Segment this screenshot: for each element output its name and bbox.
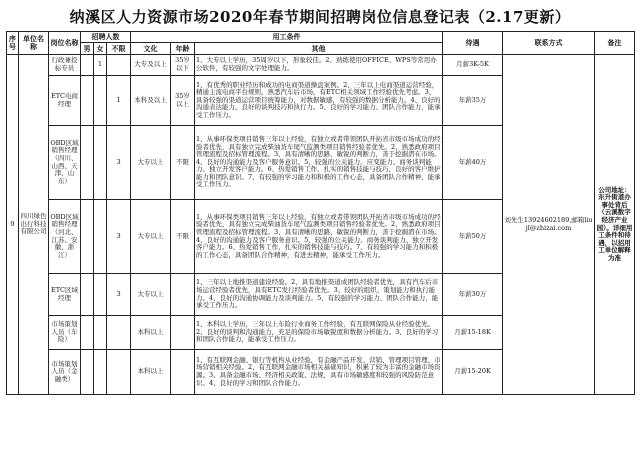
seq-cell: 9 xyxy=(7,55,19,395)
header-conditions: 用工条件 xyxy=(131,32,443,43)
position-cell: ETC电商经理 xyxy=(49,76,81,126)
male-cell xyxy=(81,55,94,76)
female-cell xyxy=(94,200,107,274)
female-cell xyxy=(94,126,107,200)
male-cell xyxy=(81,316,94,350)
header-education: 文化 xyxy=(131,43,171,55)
unlimited-cell: 3 xyxy=(107,274,131,316)
header-female: 女 xyxy=(94,43,107,55)
other-cell: 1、三年以上地推渠道建设经验。2、具有地推渠道成团队经验者优先，具有汽车后市场运营经验者优先，具有ETC发行经验者优先。3、较好的组织、策划能力和执行能力。4、良好的沟通协调能力及谈判能力。5、有较强的学习能力、团队合作能力，能承受工作压力。 xyxy=(195,274,443,316)
other-cell: 1、大专以上学历，35周岁以下，形象较佳。2、熟练使用OFFICE、WPS等常用办公软件，有较强的文字处理能力。 xyxy=(195,55,443,76)
position-cell: OBD区域销售经理（四川、山西、天津、山东） xyxy=(49,126,81,200)
header-male: 男 xyxy=(81,43,94,55)
salary-cell: 年薪30万 xyxy=(443,274,503,316)
male-cell xyxy=(81,126,94,200)
contact-cell: 刘先生13924602189,邮箱liujl@zhizai.com xyxy=(503,55,595,395)
age-cell xyxy=(171,274,195,316)
female-cell xyxy=(94,316,107,350)
other-cell: 1、有互联网金融、银行等机构从业经验，有金融产品开发、营销、管理项目管理、市场营销相关经验。2、有互联网金融市场相关基础知识，积累了较为丰富的金融市场资源。3、具备金融市场、经济相关政策、法规，具有市场敏感度和较强的风险防范意识。4、良好的学习和团队合作能力。 xyxy=(195,350,443,395)
age-cell: 不限 xyxy=(171,126,195,200)
page-title: 纳溪区人力资源市场2020年春节期间招聘岗位信息登记表（2.17更新） xyxy=(69,8,571,26)
header-recruit-count: 招聘人数 xyxy=(81,32,131,43)
salary-cell: 月薪15-20K xyxy=(443,350,503,395)
education-cell: 本科及以上 xyxy=(131,76,171,126)
header-unit: 单位名称 xyxy=(19,32,49,55)
education-cell: 大专以上 xyxy=(131,126,171,200)
header-age: 年龄 xyxy=(171,43,195,55)
salary-cell: 月薪3K-5K xyxy=(443,55,503,76)
male-cell xyxy=(81,350,94,395)
male-cell xyxy=(81,76,94,126)
female-cell xyxy=(94,350,107,395)
unlimited-cell: 1 xyxy=(107,76,131,126)
position-cell: 市场策划人员（金融类） xyxy=(49,350,81,395)
age-cell xyxy=(171,350,195,395)
salary-cell: 月薪15-18K xyxy=(443,316,503,350)
female-cell xyxy=(94,76,107,126)
education-cell: 本科以上 xyxy=(131,350,171,395)
education-cell: 大专以上 xyxy=(131,200,171,274)
header-remarks: 备注 xyxy=(595,32,635,55)
position-cell: 行政兼投标专员 xyxy=(49,55,81,76)
male-cell xyxy=(81,200,94,274)
position-cell: OBD区域销售经理（河北、江苏、安徽、浙江） xyxy=(49,200,81,274)
unlimited-cell: 3 xyxy=(107,200,131,274)
header-unlimited: 不限 xyxy=(107,43,131,55)
age-cell: 35岁以下 xyxy=(171,55,195,76)
age-cell xyxy=(171,316,195,350)
salary-cell: 年薪40万 xyxy=(443,126,503,200)
other-cell: 1、本科以上学历，三年以上车险行业商务工作经验，有互联网保险从业经验优先。2、良好的谈判和沟通能力，充足的保险市场敏锐度和数据分析能力。3、良好的学习和团队合作能力，能承受工作压力。 xyxy=(195,316,443,350)
other-cell: 1、有优秀的职业经历和成功的电商渠道操盘案例。2、三年以上电商渠道运营经验，精通主流电商平台规则，熟悉汽车后市场，有ETC相关领域工作经验优先考虑。3、具备较强的渠道运营项目统筹能力，对数据敏感，有较强的数据分析能力。4、良好的沟通表达能力，良好的谈判技巧和执行力。5、良好的学习能力、团队合作能力，能承受工作压力。 xyxy=(195,76,443,126)
age-cell: 35岁以上 xyxy=(171,76,195,126)
header-contact: 联系方式 xyxy=(503,32,595,55)
female-cell: 1 xyxy=(94,55,107,76)
table-row xyxy=(7,55,635,76)
education-cell: 大专以上 xyxy=(131,274,171,316)
education-cell: 本科以上 xyxy=(131,316,171,350)
header-salary: 待遇 xyxy=(443,32,503,55)
unlimited-cell: 3 xyxy=(107,126,131,200)
unlimited-cell xyxy=(107,350,131,395)
education-cell: 大专及以上 xyxy=(131,55,171,76)
header-seq: 序号 xyxy=(7,32,19,55)
unlimited-cell xyxy=(107,55,131,76)
unit-cell: 四川绿色出行科技有限公司 xyxy=(19,55,49,395)
other-cell: 1、从事环保类项目销售三年以上经验，有独立或者带领团队开拓省市级市场成功的经验者优先，具有独立完成柴油货车尾气监测类项目销售经验者优先。2、熟悉政府项目管理流程及招标管理流程。3、具有清晰的思路、敏锐的判断力，善于挖掘潜在市场。4、良好的沟通能力及客户服务意识。5、较强的公关能力、商务谈判能力、独立开发客户能力。6、热爱销售工作，扎实的销售技能与技巧。7、有较强的学习能力和积极的工作心态，具备团队合作精神，有进去精神，能承受工作压力。 xyxy=(195,200,443,274)
salary-cell: 年薪35万 xyxy=(443,76,503,126)
female-cell xyxy=(94,274,107,316)
job-table xyxy=(6,31,635,395)
header-position: 岗位名称 xyxy=(49,32,81,55)
position-cell: ETC区域经理 xyxy=(49,274,81,316)
position-cell: 市场策划人员（车险） xyxy=(49,316,81,350)
other-cell: 1、从事环保类项目销售三年以上经验，有独立或者带领团队开拓省市级市场成功的经验者优先，具有独立完成柴油货车尾气监测类项目销售经验者优先。2、熟悉政府项目管理流程及招标管理流程。3、具有清晰的思路、敏锐的判断力，善于挖掘潜在市场。4、良好的沟通能力及客户服务意识。5、较强的公关能力、应变能力、商务谈判能力、独立开发客户能力。6、热爱销售工作，扎实的销售技能与技巧，良好的客户维护能力和团队意识。7、有较强的学习能力和积极的工作心态，具备团队合作精神，能承受工作压力。 xyxy=(195,126,443,200)
salary-cell: 年薪50万 xyxy=(443,200,503,274)
male-cell xyxy=(81,274,94,316)
header-other: 其他 xyxy=(195,43,443,55)
remarks-cell: 公司地址：东升街道办事处背后（云溪数字经济产业园）。详细用工条件和待遇，以招用工单位解释为准 xyxy=(595,55,635,395)
unlimited-cell xyxy=(107,316,131,350)
age-cell: 不限 xyxy=(171,200,195,274)
